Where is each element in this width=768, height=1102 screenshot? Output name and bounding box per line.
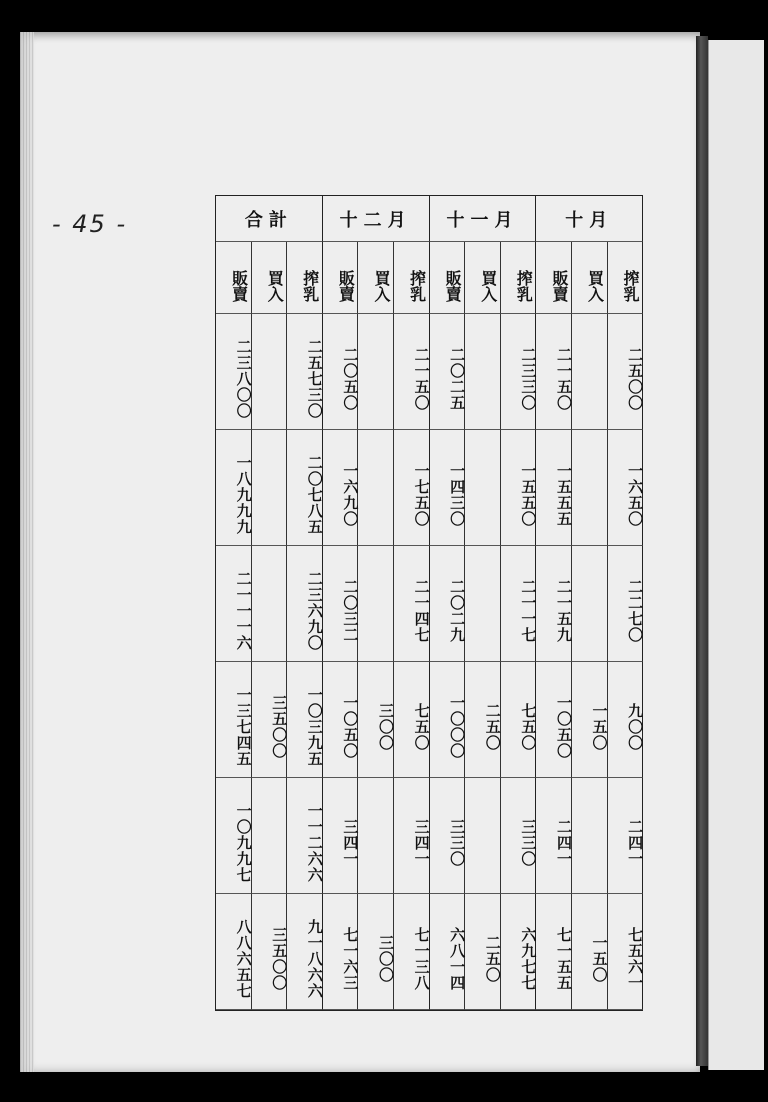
table-cell xyxy=(252,546,288,662)
table-cell xyxy=(465,314,501,430)
table-cell xyxy=(465,430,501,546)
month-header-october: 十月 xyxy=(536,196,643,242)
table-cell: 二三六九〇 xyxy=(287,546,323,662)
table-cell xyxy=(358,430,394,546)
table-cell xyxy=(252,314,288,430)
table-cell: 二一五〇 xyxy=(394,314,430,430)
table-cell: 二〇三二 xyxy=(323,546,359,662)
page-number: - 45 - xyxy=(52,210,128,238)
column-subheader: 販賣 xyxy=(216,242,252,314)
table-cell: 三五〇〇 xyxy=(252,662,288,778)
column-subheader: 販賣 xyxy=(536,242,572,314)
table-cell: 六九七七 xyxy=(501,894,537,1010)
table-cell xyxy=(252,778,288,894)
table-cell: 七五六一 xyxy=(608,894,644,1010)
month-header-total: 合計 xyxy=(216,196,323,242)
table-cell xyxy=(358,778,394,894)
table-cell: 三〇〇 xyxy=(358,894,394,1010)
table-cell xyxy=(572,314,608,430)
table-cell: 一五〇 xyxy=(572,662,608,778)
table-cell: 一〇三九五 xyxy=(287,662,323,778)
table-cell: 二一一七 xyxy=(501,546,537,662)
column-subheader: 搾乳 xyxy=(287,242,323,314)
table-cell: 一八九九九 xyxy=(216,430,252,546)
column-subheader: 搾乳 xyxy=(394,242,430,314)
table-cell: 七一六三 xyxy=(323,894,359,1010)
table-cell: 二〇七八五 xyxy=(287,430,323,546)
table-cell: 一〇〇〇 xyxy=(430,662,466,778)
table-cell: 七一五五 xyxy=(536,894,572,1010)
table-cell: 三五〇〇 xyxy=(252,894,288,1010)
milk-ledger-table xyxy=(215,195,643,1011)
table-cell: 二〇二九 xyxy=(430,546,466,662)
table-cell: 三四一 xyxy=(323,778,359,894)
table-cell: 二〇二五 xyxy=(430,314,466,430)
table-cell: 二五七三〇 xyxy=(287,314,323,430)
table-cell xyxy=(252,430,288,546)
table-cell: 三〇〇 xyxy=(358,662,394,778)
table-cell xyxy=(572,430,608,546)
table-cell xyxy=(572,778,608,894)
table-cell xyxy=(358,546,394,662)
table-cell: 一〇五〇 xyxy=(536,662,572,778)
table-cell: 二五〇〇 xyxy=(608,314,644,430)
table-cell: 二〇五〇 xyxy=(323,314,359,430)
table-cell: 一五五〇 xyxy=(501,430,537,546)
table-cell: 七一三八 xyxy=(394,894,430,1010)
table-cell: 一七五〇 xyxy=(394,430,430,546)
table-cell: 二四一 xyxy=(536,778,572,894)
table-cell: 一五〇 xyxy=(572,894,608,1010)
table-cell: 二一五九 xyxy=(536,546,572,662)
column-subheader: 買入 xyxy=(572,242,608,314)
table-cell: 一〇九九七 xyxy=(216,778,252,894)
month-header-november: 十一月 xyxy=(430,196,537,242)
table-cell: 一〇五〇 xyxy=(323,662,359,778)
table-cell: 三三〇 xyxy=(501,778,537,894)
table-cell: 三三〇 xyxy=(430,778,466,894)
binding-edge xyxy=(696,36,708,1066)
column-subheader: 買入 xyxy=(465,242,501,314)
table-cell: 一一二六六 xyxy=(287,778,323,894)
table-cell: 一六五〇 xyxy=(608,430,644,546)
table-cell: 六八一四 xyxy=(430,894,466,1010)
table-cell xyxy=(465,546,501,662)
table-cell: 二四一 xyxy=(608,778,644,894)
month-header-december: 十二月 xyxy=(323,196,430,242)
table-cell xyxy=(358,314,394,430)
table-cell: 一六九〇 xyxy=(323,430,359,546)
table-cell: 九〇〇 xyxy=(608,662,644,778)
adjacent-page-edge xyxy=(708,40,764,1070)
column-subheader: 搾乳 xyxy=(501,242,537,314)
table-cell: 八八六五七 xyxy=(216,894,252,1010)
table-cell: 二三八〇〇 xyxy=(216,314,252,430)
table-cell: 二五〇 xyxy=(465,662,501,778)
table-cell: 二五〇 xyxy=(465,894,501,1010)
table-cell: 七五〇 xyxy=(501,662,537,778)
column-subheader: 買入 xyxy=(358,242,394,314)
column-subheader: 販賣 xyxy=(430,242,466,314)
table-cell: 一五五五 xyxy=(536,430,572,546)
table-cell: 二一五〇 xyxy=(536,314,572,430)
column-subheader: 買入 xyxy=(252,242,288,314)
table-cell xyxy=(465,778,501,894)
table-cell xyxy=(572,546,608,662)
table-cell: 二三三〇 xyxy=(501,314,537,430)
table-cell: 二一一一六 xyxy=(216,546,252,662)
table-cell: 一四三〇 xyxy=(430,430,466,546)
column-subheader: 販賣 xyxy=(323,242,359,314)
table-cell: 七五〇 xyxy=(394,662,430,778)
table-cell: 二一四七 xyxy=(394,546,430,662)
table-cell: 二二七〇 xyxy=(608,546,644,662)
column-subheader: 搾乳 xyxy=(608,242,644,314)
table-cell: 三四一 xyxy=(394,778,430,894)
table-cell: 一三七四五 xyxy=(216,662,252,778)
table-cell: 九一八六六 xyxy=(287,894,323,1010)
